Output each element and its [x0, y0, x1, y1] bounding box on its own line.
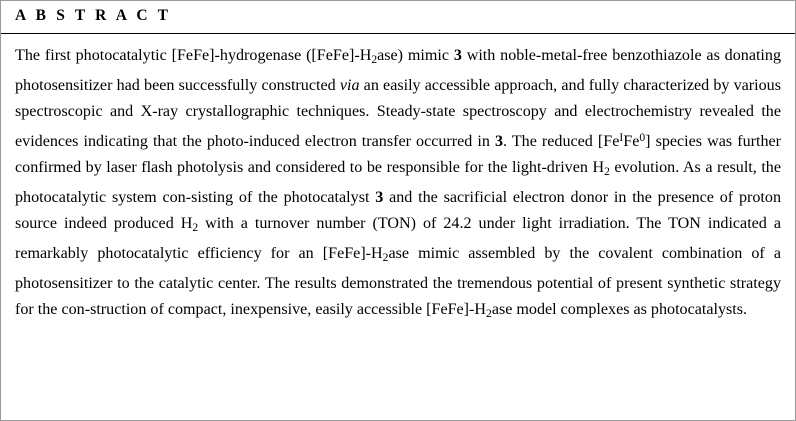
abstract-paragraph: The first photocatalytic [FeFe]-hydrogenase $([FeFe]-H_2ase)$ mimic 3 with noble-metal-free benzothiazole as donating photosensitizer had been successfully constructed via an easily accessible approach, and fully characterized by various spectroscopic and X-ray crystallographic techniques. Steady-state spectroscopy and electrochemistry revealed the evidences indicating that the photo-induced electron transfer occurred in 3. The reduced $[Fe^IFe^0]$ species was further confirmed by laser flash photolysis and considered to be responsible for the light-driven $H_2$ evolution. As a result, the photocatalytic system con-sisting of the photocatalyst 3 and the sacrificial electron donor in the presence of proton source indeed produced $H_2$ with a turnover number (TON) of 24.2 under light irradiation. The TON indicated a remarkably photocatalytic efficiency for an $[FeFe]-H_2ase$ mimic assembled by the covalent combination of a photosensitizer to the catalytic center. The results demonstrated the tremendous potential of present synthetic strategy for the con-struction of compact, inexpensive, easily accessible $[FeFe]-H_2ase$ model complexes as photocatalysts. [15, 47, 781, 321]
horizontal-divider [1, 33, 795, 34]
abstract-heading: A B S T R A C T [15, 7, 172, 24]
